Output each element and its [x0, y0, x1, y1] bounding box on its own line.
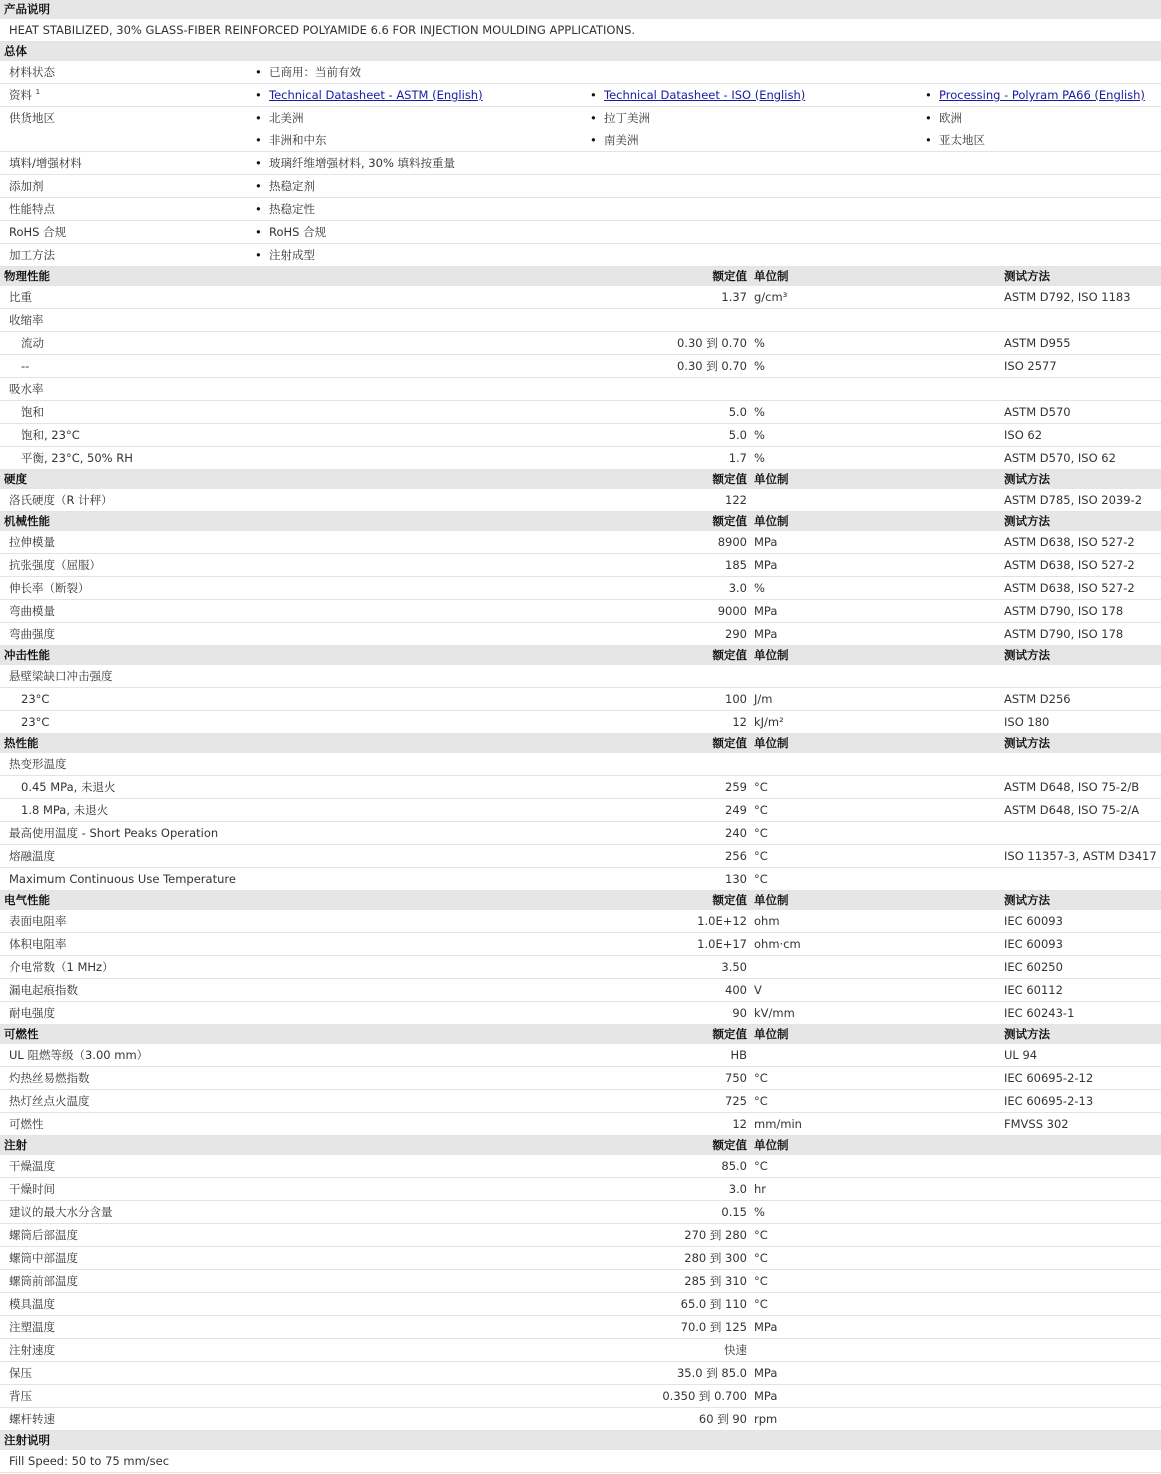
row-label: 性能特点 — [9, 202, 55, 216]
property-row — [0, 286, 1161, 309]
property-row — [0, 355, 1161, 378]
property-unit: °C — [754, 1094, 768, 1108]
property-row — [0, 1067, 1161, 1090]
property-label: 热变形温度 — [9, 757, 67, 771]
section-title: 冲击性能 — [4, 648, 50, 662]
property-row — [0, 424, 1161, 447]
property-row — [0, 711, 1161, 734]
property-label: 最高使用温度 - Short Peaks Operation — [9, 826, 219, 840]
property-label: 耐电强度 — [9, 1006, 55, 1020]
col-header-unit: 单位制 — [754, 893, 789, 907]
property-value: 3.0 — [728, 1182, 747, 1196]
property-label: 体积电阻率 — [9, 937, 67, 951]
col-header-value: 额定值 — [712, 514, 747, 528]
property-value: 65.0 到 110 — [680, 1297, 747, 1311]
property-unit: hr — [754, 1182, 767, 1196]
property-unit: °C — [754, 826, 768, 840]
property-row — [0, 910, 1161, 933]
property-test-method: ISO 180 — [1004, 715, 1050, 729]
property-label: 悬壁梁缺口冲击强度 — [9, 669, 113, 683]
property-unit: % — [754, 1205, 765, 1219]
property-row — [0, 933, 1161, 956]
property-value: 1.7 — [728, 451, 747, 465]
section-title: 机械性能 — [4, 514, 50, 528]
property-unit: °C — [754, 780, 768, 794]
col-header-method: 测试方法 — [1004, 472, 1050, 486]
property-sections — [0, 267, 1161, 1431]
property-test-method: ASTM D790, ISO 178 — [1004, 627, 1124, 641]
property-label: 介电常数（1 MHz） — [9, 960, 114, 974]
property-row — [0, 1293, 1161, 1316]
property-value: 70.0 到 125 — [680, 1320, 747, 1334]
property-unit: °C — [754, 1228, 768, 1242]
property-label: 背压 — [9, 1389, 32, 1403]
property-unit: V — [754, 983, 762, 997]
property-label: 拉伸模量 — [9, 535, 55, 549]
property-value: 0.15 — [721, 1205, 747, 1219]
doc-link-astm[interactable]: Technical Datasheet - ASTM (English) — [269, 88, 483, 102]
property-value: 270 到 280 — [684, 1228, 747, 1242]
property-value: 259 — [725, 780, 747, 794]
product-description-text: HEAT STABILIZED, 30% GLASS-FIBER REINFORCED POLYAMIDE 6.6 FOR INJECTION MOULDING APPLICATIONS. — [0, 19, 1161, 42]
property-label: 吸水率 — [9, 382, 44, 396]
property-unit: % — [754, 581, 765, 595]
col-header-value: 额定值 — [712, 269, 747, 283]
section-header-hardness — [0, 470, 1161, 489]
col-header-method: 测试方法 — [1004, 1027, 1050, 1041]
property-label: 漏电起痕指数 — [9, 983, 78, 997]
section-title: 电气性能 — [4, 893, 50, 907]
property-unit: °C — [754, 1071, 768, 1085]
property-test-method: ASTM D785, ISO 2039-2 — [1004, 493, 1143, 507]
property-label: -- — [21, 359, 30, 373]
col-header-value: 额定值 — [712, 893, 747, 907]
property-value: HB — [730, 1048, 747, 1062]
col-header-unit: 单位制 — [754, 736, 789, 750]
property-value: 750 — [725, 1071, 747, 1085]
property-label: UL 阻燃等级（3.00 mm） — [9, 1048, 149, 1062]
property-row — [0, 332, 1161, 355]
property-value: 1.0E+12 — [697, 914, 747, 928]
section-header-electrical — [0, 891, 1161, 910]
property-unit: MPa — [754, 1320, 778, 1334]
property-label: 收缩率 — [9, 313, 44, 327]
property-unit: ohm·cm — [754, 937, 801, 951]
property-label: 饱和 — [21, 405, 44, 419]
property-label: 螺筒前部温度 — [9, 1274, 78, 1288]
property-unit: kV/mm — [754, 1006, 795, 1020]
property-value: 12 — [732, 715, 747, 729]
property-test-method: IEC 60112 — [1004, 983, 1063, 997]
property-row — [0, 577, 1161, 600]
row-label: 填料/增强材料 — [9, 156, 82, 170]
row-rohs — [0, 221, 1161, 244]
section-header-product-description — [0, 0, 1161, 19]
property-label: 灼热丝易燃指数 — [9, 1071, 90, 1085]
col-header-method: 测试方法 — [1004, 893, 1050, 907]
property-test-method: ISO 11357-3, ASTM D3417 — [1004, 849, 1157, 863]
property-test-method: ASTM D648, ISO 75-2/A — [1004, 803, 1140, 817]
property-unit: MPa — [754, 627, 778, 641]
region-item: • 拉丁美洲 — [604, 107, 650, 129]
property-label: 热灯丝点火温度 — [9, 1094, 90, 1108]
property-value: 185 — [725, 558, 747, 572]
property-value: 8900 — [717, 535, 747, 549]
property-unit: mm/min — [754, 1117, 802, 1131]
property-value: 9000 — [717, 604, 747, 618]
property-unit: J/m — [754, 692, 773, 706]
col-header-value: 额定值 — [712, 472, 747, 486]
col-header-value: 额定值 — [712, 648, 747, 662]
property-unit: °C — [754, 849, 768, 863]
property-value: 0.30 到 0.70 — [676, 336, 747, 350]
property-test-method: ASTM D256 — [1004, 692, 1071, 706]
property-label: 23°C — [21, 692, 50, 706]
region-item: • 欧洲 — [939, 107, 962, 129]
property-test-method: ISO 2577 — [1004, 359, 1057, 373]
col-header-method: 测试方法 — [1004, 736, 1050, 750]
property-row — [0, 447, 1161, 470]
property-test-method: ASTM D790, ISO 178 — [1004, 604, 1124, 618]
property-test-method: ISO 62 — [1004, 428, 1043, 442]
property-test-method: UL 94 — [1004, 1048, 1038, 1062]
footnote-marker: 1 — [35, 88, 41, 96]
property-unit: MPa — [754, 1389, 778, 1403]
row-label: 添加剂 — [9, 179, 44, 193]
doc-link-iso-wrap — [604, 84, 805, 106]
property-value: 256 — [725, 849, 747, 863]
col-header-value: 额定值 — [712, 736, 747, 750]
row-label: 供货地区 — [9, 111, 55, 125]
region-item: • 非洲和中东 — [269, 129, 327, 151]
property-row — [0, 1362, 1161, 1385]
property-label: 保压 — [9, 1366, 32, 1380]
property-value: 1.0E+17 — [697, 937, 747, 951]
property-row — [0, 554, 1161, 577]
property-label: Maximum Continuous Use Temperature — [9, 872, 236, 886]
property-row — [0, 531, 1161, 554]
section-title: 产品说明 — [4, 2, 50, 16]
property-label: 饱和, 23°C — [21, 428, 80, 442]
row-material-status — [0, 61, 1161, 84]
property-value: 240 — [725, 826, 747, 840]
property-label: 螺杆转速 — [9, 1412, 55, 1426]
property-value: 快速 — [724, 1343, 747, 1357]
property-unit: °C — [754, 1251, 768, 1265]
row-value: • RoHS 合规 — [269, 221, 326, 243]
region-item: • 亚太地区 — [939, 129, 985, 151]
property-unit: % — [754, 336, 765, 350]
section-header-thermal — [0, 734, 1161, 753]
property-row — [0, 600, 1161, 623]
section-title: 硬度 — [4, 472, 27, 486]
section-header-injection-notes — [0, 1431, 1161, 1450]
property-unit: °C — [754, 1297, 768, 1311]
docs-label: 资料 — [9, 88, 32, 102]
col-header-value: 额定值 — [712, 1138, 747, 1152]
property-label: 熔融温度 — [9, 849, 55, 863]
property-label: 模具温度 — [9, 1297, 55, 1311]
property-value: 122 — [725, 493, 747, 507]
property-value: 12 — [732, 1117, 747, 1131]
col-header-unit: 单位制 — [754, 269, 789, 283]
col-header-method: 测试方法 — [1004, 269, 1050, 283]
property-value: 35.0 到 85.0 — [676, 1366, 747, 1380]
property-label: 注塑温度 — [9, 1320, 55, 1334]
property-row — [0, 799, 1161, 822]
property-test-method: IEC 60695-2-13 — [1004, 1094, 1094, 1108]
property-test-method: IEC 60695-2-12 — [1004, 1071, 1094, 1085]
col-header-unit: 单位制 — [754, 514, 789, 528]
col-header-unit: 单位制 — [754, 472, 789, 486]
property-label: 23°C — [21, 715, 50, 729]
section-title: 可燃性 — [4, 1027, 39, 1041]
property-value: 280 到 300 — [684, 1251, 747, 1265]
property-test-method: IEC 60093 — [1004, 914, 1063, 928]
property-row — [0, 1247, 1161, 1270]
property-row — [0, 1090, 1161, 1113]
property-row — [0, 623, 1161, 646]
property-label: 可燃性 — [9, 1117, 44, 1131]
section-header-injection — [0, 1136, 1161, 1155]
property-unit: °C — [754, 803, 768, 817]
property-test-method: ASTM D570 — [1004, 405, 1071, 419]
property-label: 干燥时间 — [9, 1182, 55, 1196]
property-value: 400 — [725, 983, 747, 997]
doc-link-iso[interactable]: Technical Datasheet - ISO (English) — [604, 88, 806, 102]
property-row — [0, 822, 1161, 845]
property-row — [0, 979, 1161, 1002]
property-unit: g/cm³ — [754, 290, 788, 304]
property-row — [0, 309, 1161, 332]
property-value: 249 — [725, 803, 747, 817]
property-unit: MPa — [754, 535, 778, 549]
property-unit: °C — [754, 1159, 768, 1173]
property-label: 0.45 MPa, 未退火 — [21, 780, 116, 794]
row-label — [9, 84, 40, 106]
property-unit: °C — [754, 1274, 768, 1288]
property-row — [0, 956, 1161, 979]
row-value: • 已商用：当前有效 — [269, 61, 361, 83]
row-value: • 热稳定剂 — [269, 175, 315, 197]
property-value: 0.350 到 0.700 — [662, 1389, 747, 1403]
property-label: 螺筒中部温度 — [9, 1251, 78, 1265]
region-item: • 北美洲 — [269, 107, 304, 129]
property-value: 60 到 90 — [698, 1412, 747, 1426]
property-label: 注射速度 — [9, 1343, 55, 1357]
property-value: 0.30 到 0.70 — [676, 359, 747, 373]
property-row — [0, 1113, 1161, 1136]
property-unit: % — [754, 428, 765, 442]
row-additive — [0, 175, 1161, 198]
property-row — [0, 1385, 1161, 1408]
property-value: 3.50 — [721, 960, 747, 974]
row-value: • 热稳定性 — [269, 198, 315, 220]
property-test-method: ASTM D638, ISO 527-2 — [1004, 558, 1135, 572]
row-value: • 注射成型 — [269, 244, 315, 266]
section-header-impact — [0, 646, 1161, 665]
property-unit: MPa — [754, 558, 778, 572]
property-unit: % — [754, 451, 765, 465]
property-value: 285 到 310 — [684, 1274, 747, 1288]
section-title: 热性能 — [4, 736, 39, 750]
property-label: 1.8 MPa, 未退火 — [21, 803, 109, 817]
property-row — [0, 1339, 1161, 1362]
property-unit: MPa — [754, 1366, 778, 1380]
property-label: 平衡, 23°C, 50% RH — [21, 451, 133, 465]
property-label: 比重 — [9, 290, 32, 304]
row-label: RoHS 合规 — [9, 225, 67, 239]
property-value: 85.0 — [721, 1159, 747, 1173]
section-title: 总体 — [4, 44, 27, 58]
property-test-method: ASTM D792, ISO 1183 — [1004, 290, 1131, 304]
property-label: 螺筒后部温度 — [9, 1228, 78, 1242]
col-header-unit: 单位制 — [754, 648, 789, 662]
doc-link-processing[interactable]: Processing - Polyram PA66 (English) — [939, 88, 1145, 102]
property-label: 弯曲强度 — [9, 627, 55, 641]
doc-link-processing-wrap — [939, 84, 1145, 106]
property-value: 3.0 — [728, 581, 747, 595]
property-row — [0, 489, 1161, 512]
property-unit: MPa — [754, 604, 778, 618]
property-row — [0, 378, 1161, 401]
property-row — [0, 688, 1161, 711]
region-item: • 南美洲 — [604, 129, 639, 151]
property-unit: % — [754, 405, 765, 419]
property-label: 表面电阻率 — [9, 914, 67, 928]
row-value: • 玻璃纤维增强材料, 30% 填料按重量 — [269, 152, 455, 174]
property-row — [0, 401, 1161, 424]
property-row — [0, 776, 1161, 799]
property-unit: °C — [754, 872, 768, 886]
section-title: 注射说明 — [4, 1433, 50, 1447]
property-test-method: ASTM D638, ISO 527-2 — [1004, 535, 1135, 549]
property-row — [0, 1270, 1161, 1293]
property-row — [0, 1178, 1161, 1201]
property-value: 100 — [725, 692, 747, 706]
property-row — [0, 753, 1161, 776]
property-test-method: ASTM D955 — [1004, 336, 1071, 350]
section-header-mechanical — [0, 512, 1161, 531]
section-header-physical — [0, 267, 1161, 286]
property-unit: rpm — [754, 1412, 778, 1426]
property-row — [0, 868, 1161, 891]
property-label: 建议的最大水分含量 — [9, 1205, 113, 1219]
property-label: 伸长率（断裂） — [9, 581, 90, 595]
property-value: 90 — [732, 1006, 747, 1020]
property-label: 流动 — [21, 336, 44, 350]
property-test-method: IEC 60243-1 — [1004, 1006, 1075, 1020]
row-features — [0, 198, 1161, 221]
property-unit: ohm — [754, 914, 780, 928]
property-test-method: FMVSS 302 — [1004, 1117, 1069, 1131]
property-label: 洛氏硬度（R 计秤） — [9, 493, 113, 507]
col-header-unit: 单位制 — [754, 1027, 789, 1041]
property-value: 5.0 — [728, 428, 747, 442]
property-test-method: IEC 60093 — [1004, 937, 1063, 951]
row-filler — [0, 152, 1161, 175]
property-row — [0, 665, 1161, 688]
property-value: 5.0 — [728, 405, 747, 419]
section-title: 物理性能 — [4, 269, 50, 283]
property-row — [0, 845, 1161, 868]
section-title: 注射 — [4, 1138, 27, 1152]
row-documents — [0, 84, 1161, 107]
col-header-method: 测试方法 — [1004, 648, 1050, 662]
property-row — [0, 1408, 1161, 1431]
property-unit: kJ/m² — [754, 715, 784, 729]
row-processing-method — [0, 244, 1161, 267]
property-row — [0, 1224, 1161, 1247]
property-label: 干燥温度 — [9, 1159, 55, 1173]
property-label: 抗张强度（屈服） — [9, 558, 101, 572]
property-label: 弯曲模量 — [9, 604, 55, 618]
injection-notes-text: Fill Speed: 50 to 75 mm/sec — [0, 1450, 1161, 1473]
property-row — [0, 1155, 1161, 1178]
property-row — [0, 1201, 1161, 1224]
row-label: 材料状态 — [9, 65, 55, 79]
property-value: 1.37 — [721, 290, 747, 304]
property-value: 130 — [725, 872, 747, 886]
property-row — [0, 1316, 1161, 1339]
property-value: 290 — [725, 627, 747, 641]
col-header-method: 测试方法 — [1004, 514, 1050, 528]
property-row — [0, 1044, 1161, 1067]
property-test-method: ASTM D648, ISO 75-2/B — [1004, 780, 1140, 794]
property-test-method: ASTM D638, ISO 527-2 — [1004, 581, 1135, 595]
section-header-flammability — [0, 1025, 1161, 1044]
property-test-method: IEC 60250 — [1004, 960, 1063, 974]
col-header-value: 额定值 — [712, 1027, 747, 1041]
property-unit: % — [754, 359, 765, 373]
property-row — [0, 1002, 1161, 1025]
property-value: 725 — [725, 1094, 747, 1108]
row-regions — [0, 107, 1161, 152]
doc-link-astm-wrap — [269, 84, 483, 106]
col-header-unit: 单位制 — [754, 1138, 789, 1152]
property-test-method: ASTM D570, ISO 62 — [1004, 451, 1116, 465]
row-label: 加工方法 — [9, 248, 55, 262]
section-header-general — [0, 42, 1161, 61]
